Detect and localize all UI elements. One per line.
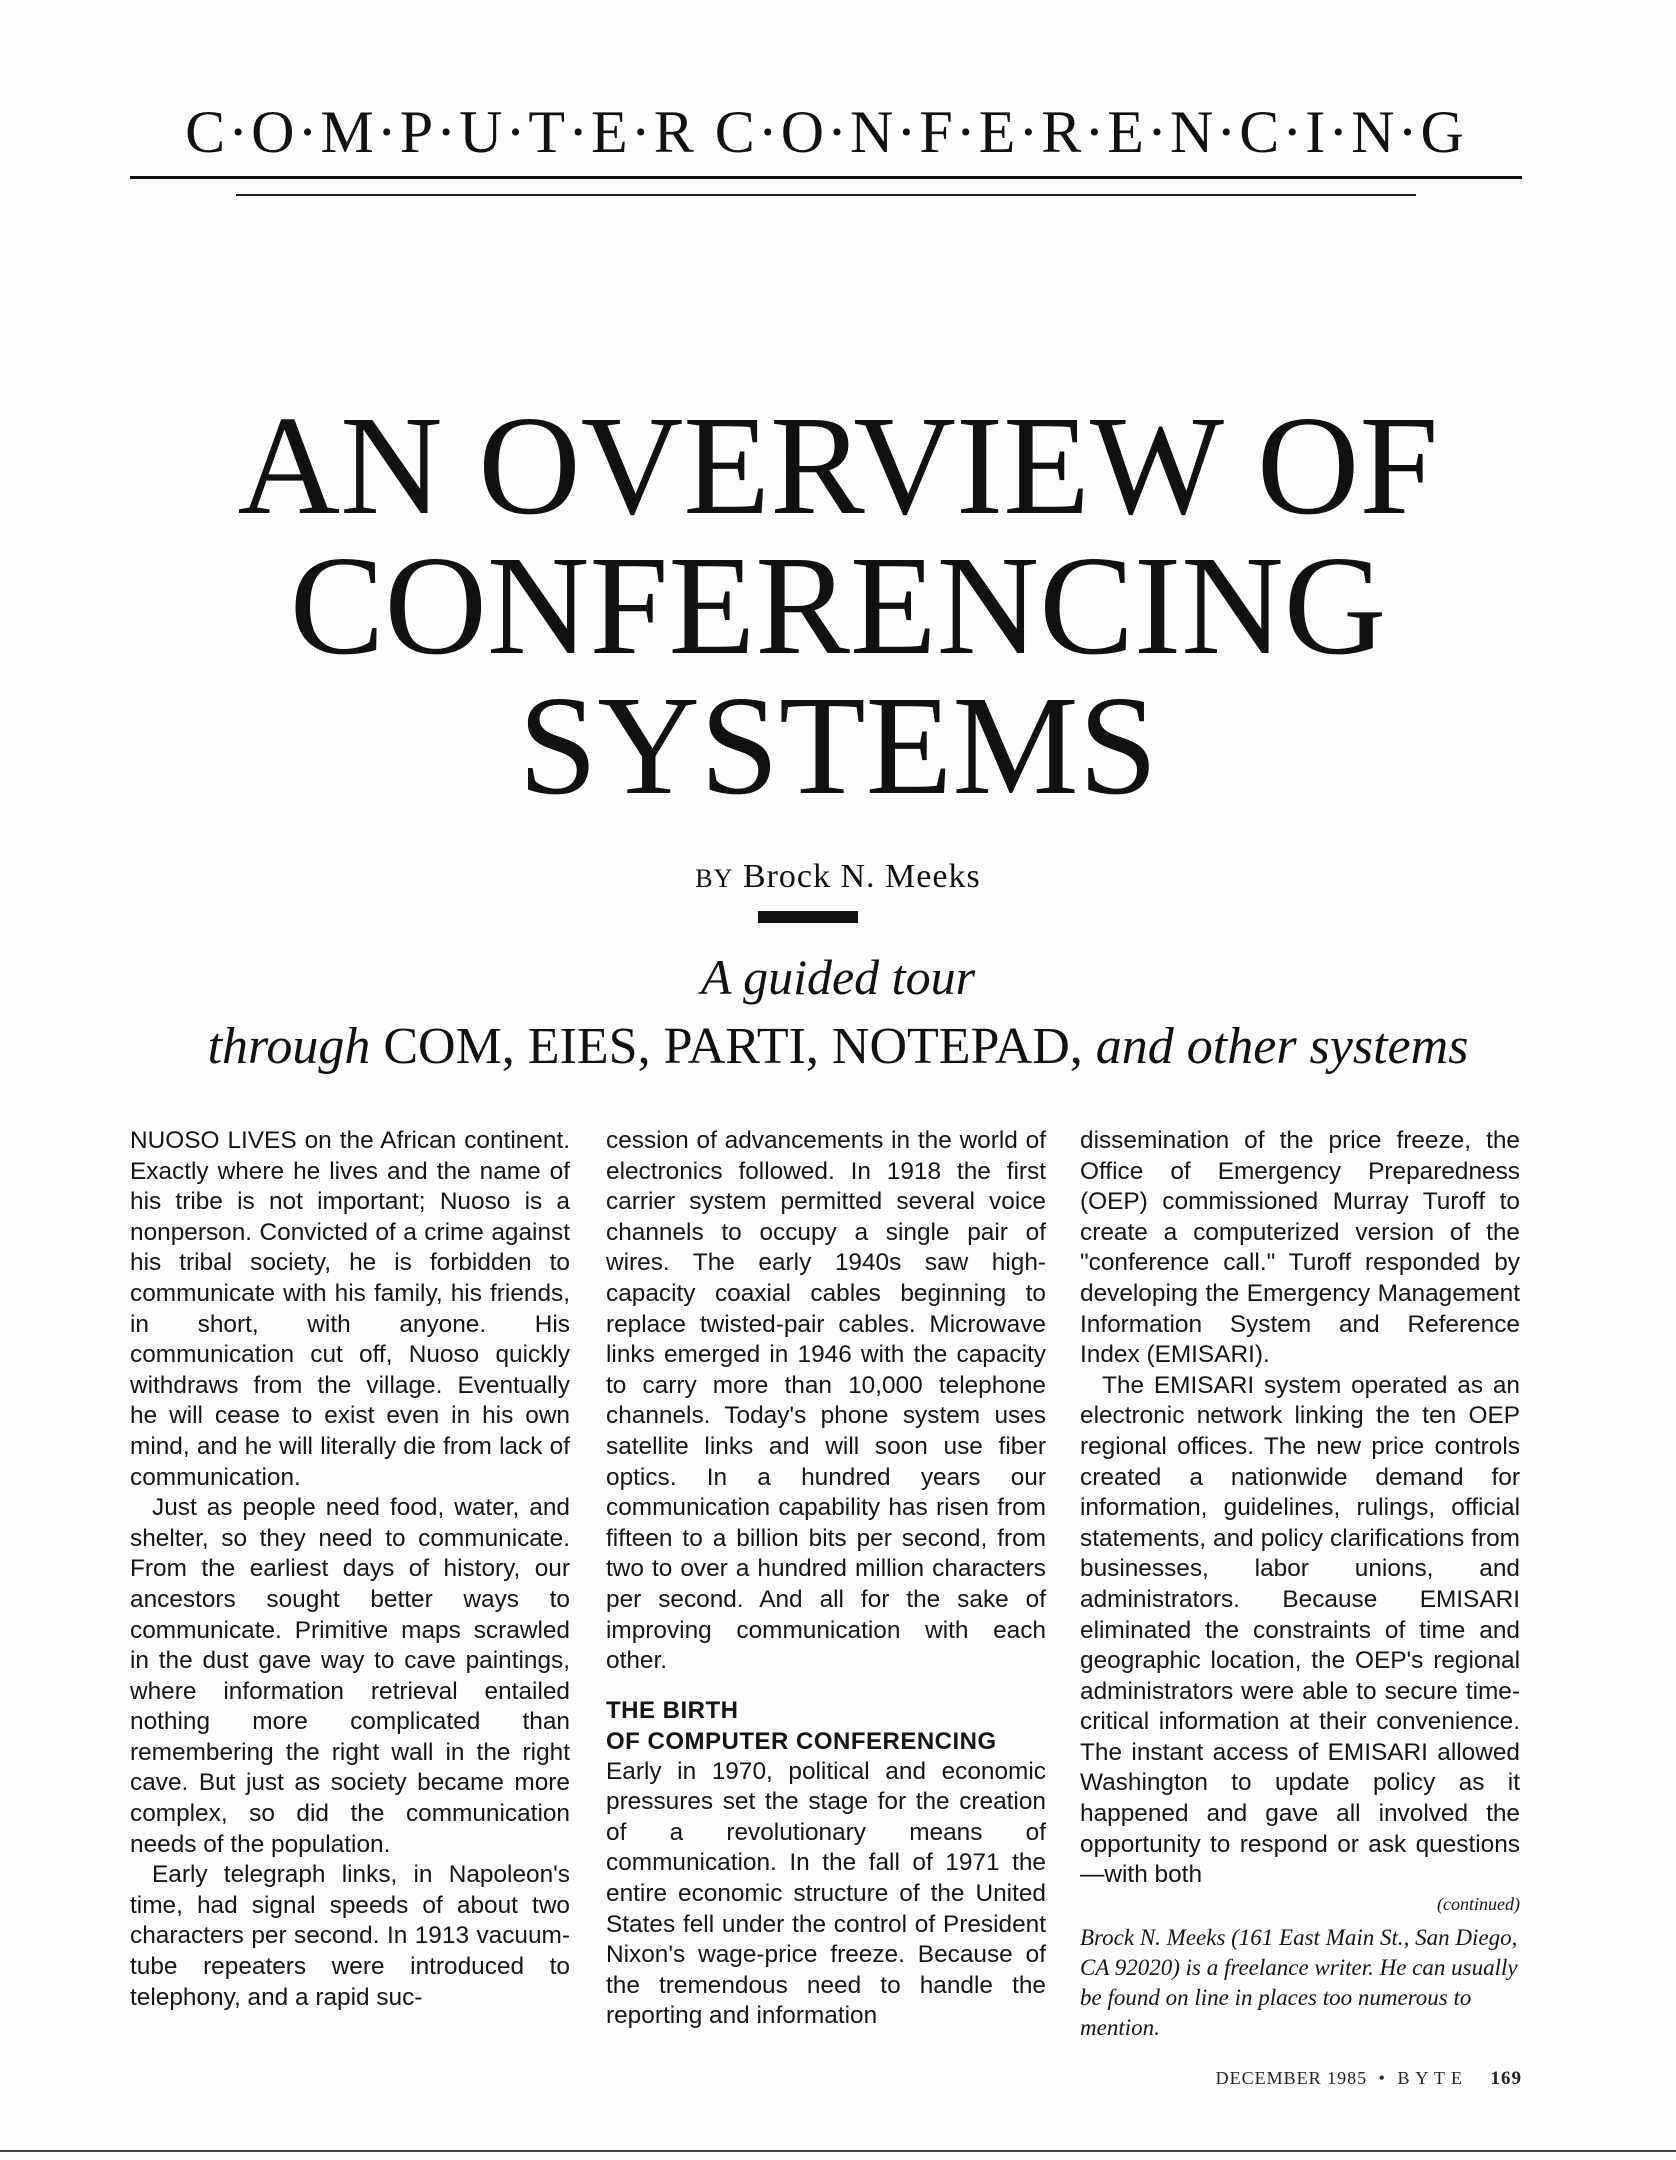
footer-date: DECEMBER 1985 <box>1215 2068 1368 2088</box>
deck-through: through <box>207 1018 371 1075</box>
column-3 <box>1080 1126 1520 2043</box>
author-bio: Brock N. Meeks (161 East Main St., San Diego, CA 92020) is a freelance writer. He can usually be found on line in places too numerous to mention. <box>1080 1924 1518 2040</box>
paragraph: Early in 1970, political and economic pressures set the stage for the creation of a revolutionary means of communication. In the fall of 1971 the entire economic structure of the United States fell under the control of President Nixon's wage-price freeze. Because of the tremendous need to handle the reporting and information <box>606 1757 1046 2030</box>
page-edge-line <box>0 2150 1676 2152</box>
column-2 <box>606 1126 1046 2032</box>
deck-systems: COM, EIES, PARTI, NOTEPAD, <box>383 1018 1083 1075</box>
paragraph: cession of advancements in the world of electronics followed. In 1918 the first carrier system permitted several voice channels to occupy a single pair of wires. The early 1940s saw high-capacity coaxial cables beginning to replace twisted-pair cables. Microwave links emerged in 1946 with the capacity to carry more than 10,000 telephone channels. Today's phone system uses satellite links and will soon use fiber optics. In a hundred years our communication capability has risen from fifteen to a billion bits per second, from two to over a hundred million characters per second. And all for the sake of improving communication with each other. <box>606 1127 1046 1675</box>
deck-line-1: A guided tour <box>700 949 976 1005</box>
title-line-2: CONFERENCING <box>289 526 1387 684</box>
deck-line-2 <box>120 1018 1556 1075</box>
footer-bullet: • <box>1378 2068 1386 2088</box>
section-subhead <box>606 1695 1046 1757</box>
byline-by: BY <box>695 864 734 893</box>
page-number: 169 <box>1490 2068 1522 2089</box>
header-rule-thick <box>130 176 1522 179</box>
paragraph: Early telegraph links, in Napoleon's time, had signal speeds of about two characters per second. In 1913 vacuum-tube repeaters were introduced to telephony, and a rapid suc- <box>130 1861 570 2011</box>
deck-other: and other systems <box>1095 1018 1469 1075</box>
department-header: C·O·M·P·U·T·E·R C·O·N·F·E·R·E·N·C·I·N·G <box>185 99 1467 165</box>
header-rule-thin <box>236 194 1416 196</box>
page-footer <box>1200 2068 1522 2090</box>
paragraph: Just as people need food, water, and shelter, so they need to communicate. From the earliest days of history, our ancestors sought better ways to communicate. Primitive maps scrawled in the dust gave way to cave paintings, where information retrieval entailed nothing more complicated than remembering the right wall in the right cave. But just as society became more complex, so did the communication needs of the population. <box>130 1494 570 1858</box>
title-line-1: AN OVERVIEW OF <box>237 386 1439 544</box>
footer-magazine: B Y T E <box>1397 2068 1463 2088</box>
title-line-3: SYSTEMS <box>518 666 1158 824</box>
byline-bar <box>758 911 858 923</box>
paragraph: The EMISARI system operated as an electronic network linking the ten OEP regional offices. The new price controls created a nationwide demand for information, guidelines, rulings, official statements, and policy clarifications from businesses, labor unions, and administrators. Because EMISARI eliminated the constraints of time and geographic location, the OEP's regional administrators were able to secure time-critical information at their convenience. The instant access of EMISARI allowed Washington to update policy as it happened and gave all involved the opportunity to respond or ask questions—with both <box>1080 1371 1520 1889</box>
article-title <box>100 386 1576 824</box>
paragraph: NUOSO LIVES on the African continent. Exactly where he lives and the name of his tribe is not important; Nuoso is a nonperson. Convicted of a crime against his tribal society, he is forbidden to communicate with his family, his friends, in short, with anyone. His communication cut off, Nuoso quickly withdraws from the village. Eventually he will cease to exist even in his own mind, and he will literally die from lack of communication. <box>130 1127 570 1491</box>
byline <box>400 858 1276 896</box>
continued-note: (continued) <box>1437 1893 1520 1914</box>
column-1 <box>130 1126 570 2013</box>
byline-author: Brock N. Meeks <box>742 858 981 895</box>
subhead-line-2: OF COMPUTER CONFERENCING <box>606 1727 997 1755</box>
subhead-line-1: THE BIRTH <box>606 1696 739 1724</box>
paragraph: dissemination of the price freeze, the Office of Emergency Preparedness (OEP) commissioned Murray Turoff to create a computerized version of the "conference call." Turoff responded by developing the Emergency Management Information System and Reference Index (EMISARI). <box>1080 1127 1520 1369</box>
